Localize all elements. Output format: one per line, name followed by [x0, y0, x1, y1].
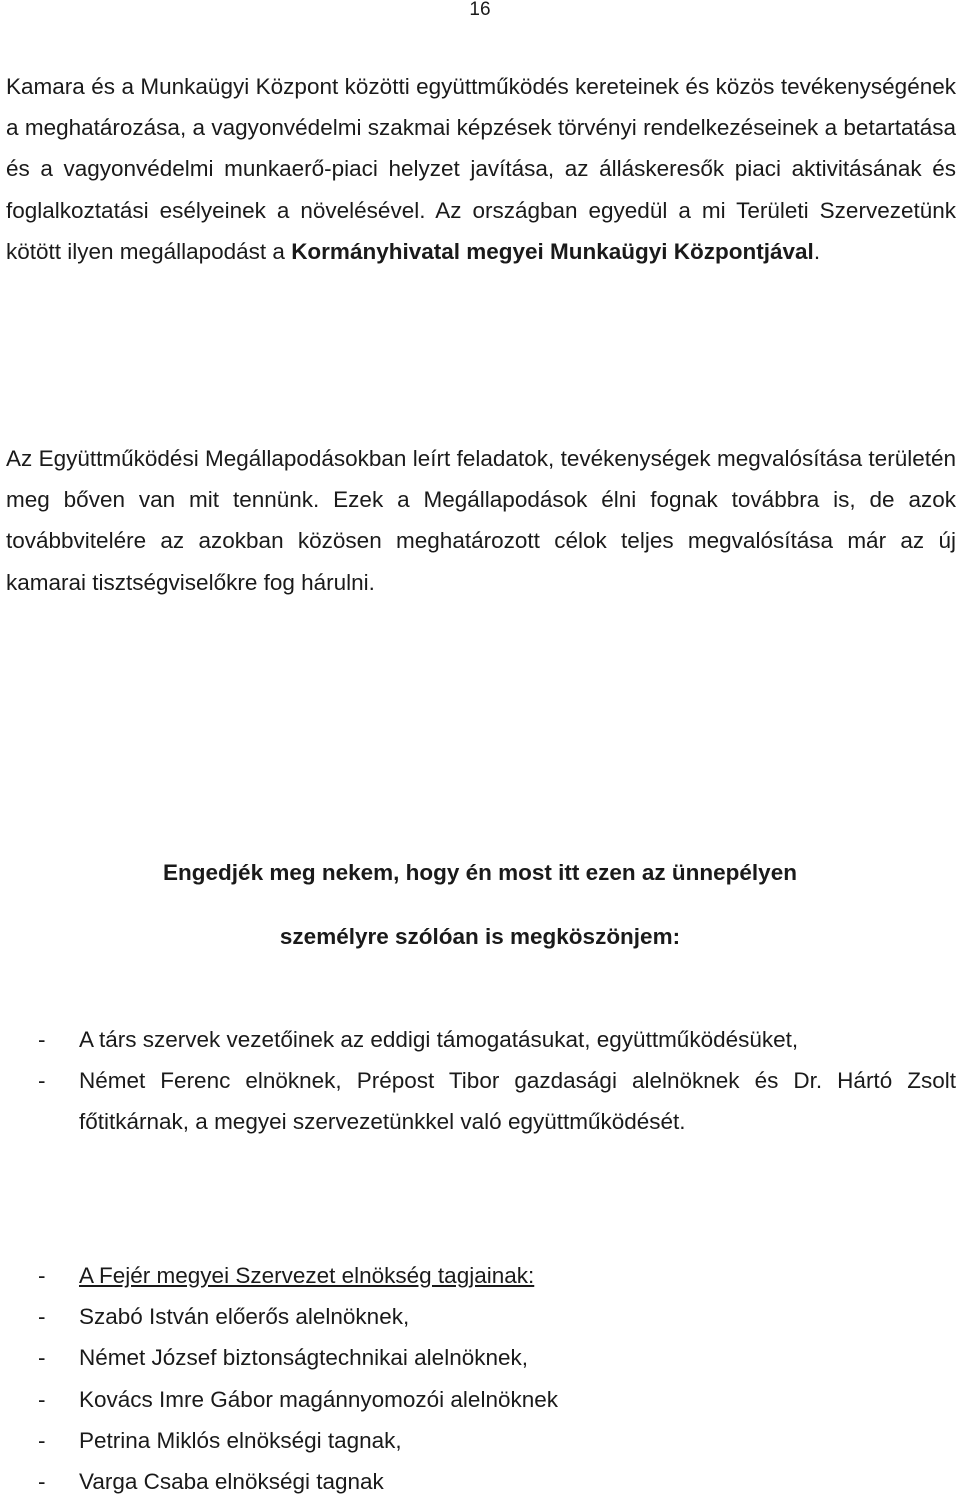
list-item-text: A társ szervek vezetőinek az eddigi támogatásukat, együttműködésüket, — [79, 1027, 799, 1052]
list-dash: - — [38, 1263, 46, 1288]
list-item — [0, 1296, 960, 1337]
list-dash: - — [38, 1304, 46, 1330]
page-number: 16 — [469, 0, 491, 20]
list-item-text: Varga Csaba elnökségi tagnak — [79, 1469, 384, 1495]
thanks-list-2 — [0, 1255, 960, 1502]
list-item — [0, 1420, 960, 1461]
list-item — [0, 1337, 960, 1378]
thanks-list-1 — [0, 1019, 960, 1143]
list-dash: - — [38, 1427, 46, 1453]
list-dash: - — [38, 1068, 46, 1094]
list-item — [0, 1255, 960, 1296]
list-dash: - — [38, 1345, 46, 1371]
list-item-text: Petrina Miklós elnökségi tagnak, — [79, 1427, 402, 1453]
list-item — [0, 1019, 960, 1060]
list-item-text: Német József biztonságtechnikai alelnöknek, — [79, 1345, 529, 1371]
paragraph-1-end: . — [813, 238, 821, 264]
list-item — [0, 1060, 960, 1142]
paragraph-1-bold: Kormányhivatal megyei Munkaügyi Központjával — [291, 238, 814, 264]
list-item — [0, 1379, 960, 1420]
list-dash: - — [38, 1027, 46, 1052]
paragraph-1-text: Kamara és a Munkaügyi Központ közötti együttműködés kereteinek és közös tevékenységének a meghatározása, a vagyonvédelmi szakmai képzések törvényi rendelkezéseinek a betartatása és a vagyonvédelmi munkaerő-piaci helyzet javítása, az álláskeresők piaci aktivitásának és foglalkoztatási esélyeinek a növelésével. Az országban egyedül a mi Területi Szervezetünk kötött ilyen megállapodást a — [6, 74, 956, 264]
list-dash: - — [38, 1469, 46, 1495]
list-dash: - — [38, 1386, 46, 1412]
heading-line-2: személyre szólóan is megköszönjem: — [279, 924, 681, 949]
list-item — [0, 1461, 960, 1502]
list-item-text: Kovács Imre Gábor magánnyomozói alelnöknek — [79, 1386, 558, 1412]
list-title: A Fejér megyei Szervezet elnökség tagjainak: — [79, 1263, 535, 1288]
list-item-text: Német Ferenc elnöknek, Prépost Tibor gazdasági alelnöknek és Dr. Hártó Zsolt főtitkárnak, a megyei szervezetünkkel való együttműködését. — [79, 1068, 956, 1135]
list-item-text: Szabó István előerős alelnöknek, — [79, 1304, 410, 1330]
heading-line-1: Engedjék meg nekem, hogy én most itt ezen az ünnepélyen — [163, 860, 797, 885]
paragraph-2: Az Együttműködési Megállapodásokban leírt feladatok, tevékenységek megvalósítása területén meg bőven van mit tennünk. Ezek a Megállapodások élni fognak továbbra is, de azok továbbvitelére az azokban közösen meghatározott célok teljes megvalósítása már az új kamarai tisztségviselőkre fog hárulni. — [6, 446, 956, 595]
paragraph-1 — [6, 66, 956, 272]
